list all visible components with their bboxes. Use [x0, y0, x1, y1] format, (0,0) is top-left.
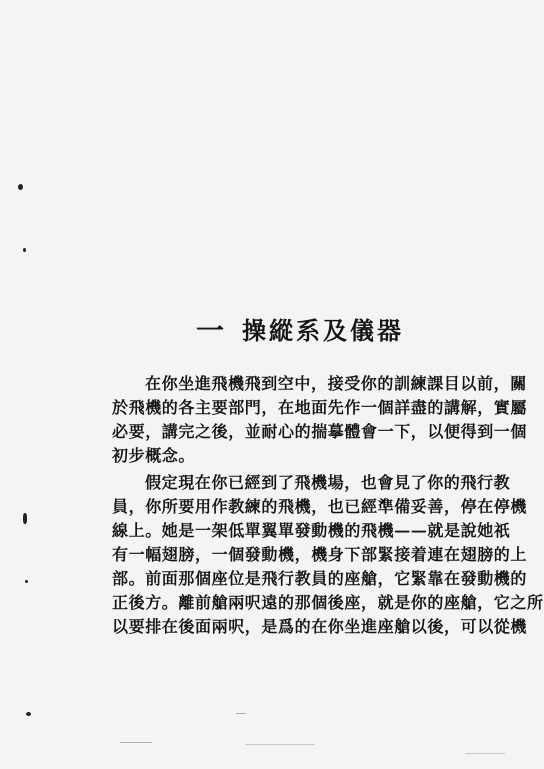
- scan-mark: [245, 744, 315, 745]
- chapter-heading: 操縱系及儀器: [242, 316, 405, 345]
- ink-speck: [23, 513, 27, 524]
- paragraph-2-line-2: 員，你所要用作教練的飛機，也已經準備妥善，停在停機: [112, 497, 528, 516]
- paragraph-2-line-4: 有一幅翅膀，一個發動機，機身下部緊接着連在翅膀的上: [112, 545, 528, 564]
- ink-speck: [23, 248, 26, 252]
- chapter-title: [196, 314, 426, 348]
- scan-mark: [465, 753, 505, 754]
- chapter-number: 一: [196, 314, 225, 347]
- paragraph-2-line-7: 以要排在後面兩呎，是爲的在你坐進座艙以後，可以從機: [112, 617, 528, 636]
- ink-speck: [25, 580, 28, 583]
- ink-speck: [18, 184, 23, 190]
- chapter-body: [112, 372, 544, 639]
- ink-speck: [26, 712, 31, 716]
- paragraph-2-line-1: 假定現在你已經到了飛機場，也會見了你的飛行教: [145, 473, 511, 492]
- paragraph-1-line-3: 必要，講完之後，並耐心的揣摹體會一下，以便得到一個: [112, 422, 528, 441]
- paragraph-1-line-4: 初步概念。: [112, 446, 196, 465]
- paragraph-2-line-6: 正後方。離前艙兩呎遠的那個後座，就是你的座艙，它之所: [112, 593, 544, 612]
- paragraph-2-line-5: 部。前面那個座位是飛行教員的座艙，它緊靠在發動機的: [112, 569, 528, 588]
- paragraph-2-line-3: 線上。她是一架低單翼單發動機的飛機——就是說她祇: [112, 521, 511, 540]
- paragraph-1-line-2: 於飛機的各主要部門，在地面先作一個詳盡的講解，實屬: [112, 398, 528, 417]
- paragraph-1-line-1: 在你坐進飛機飛到空中，接受你的訓練課目以前，關: [145, 374, 527, 393]
- scan-mark: [236, 713, 246, 714]
- scan-mark: [120, 742, 152, 743]
